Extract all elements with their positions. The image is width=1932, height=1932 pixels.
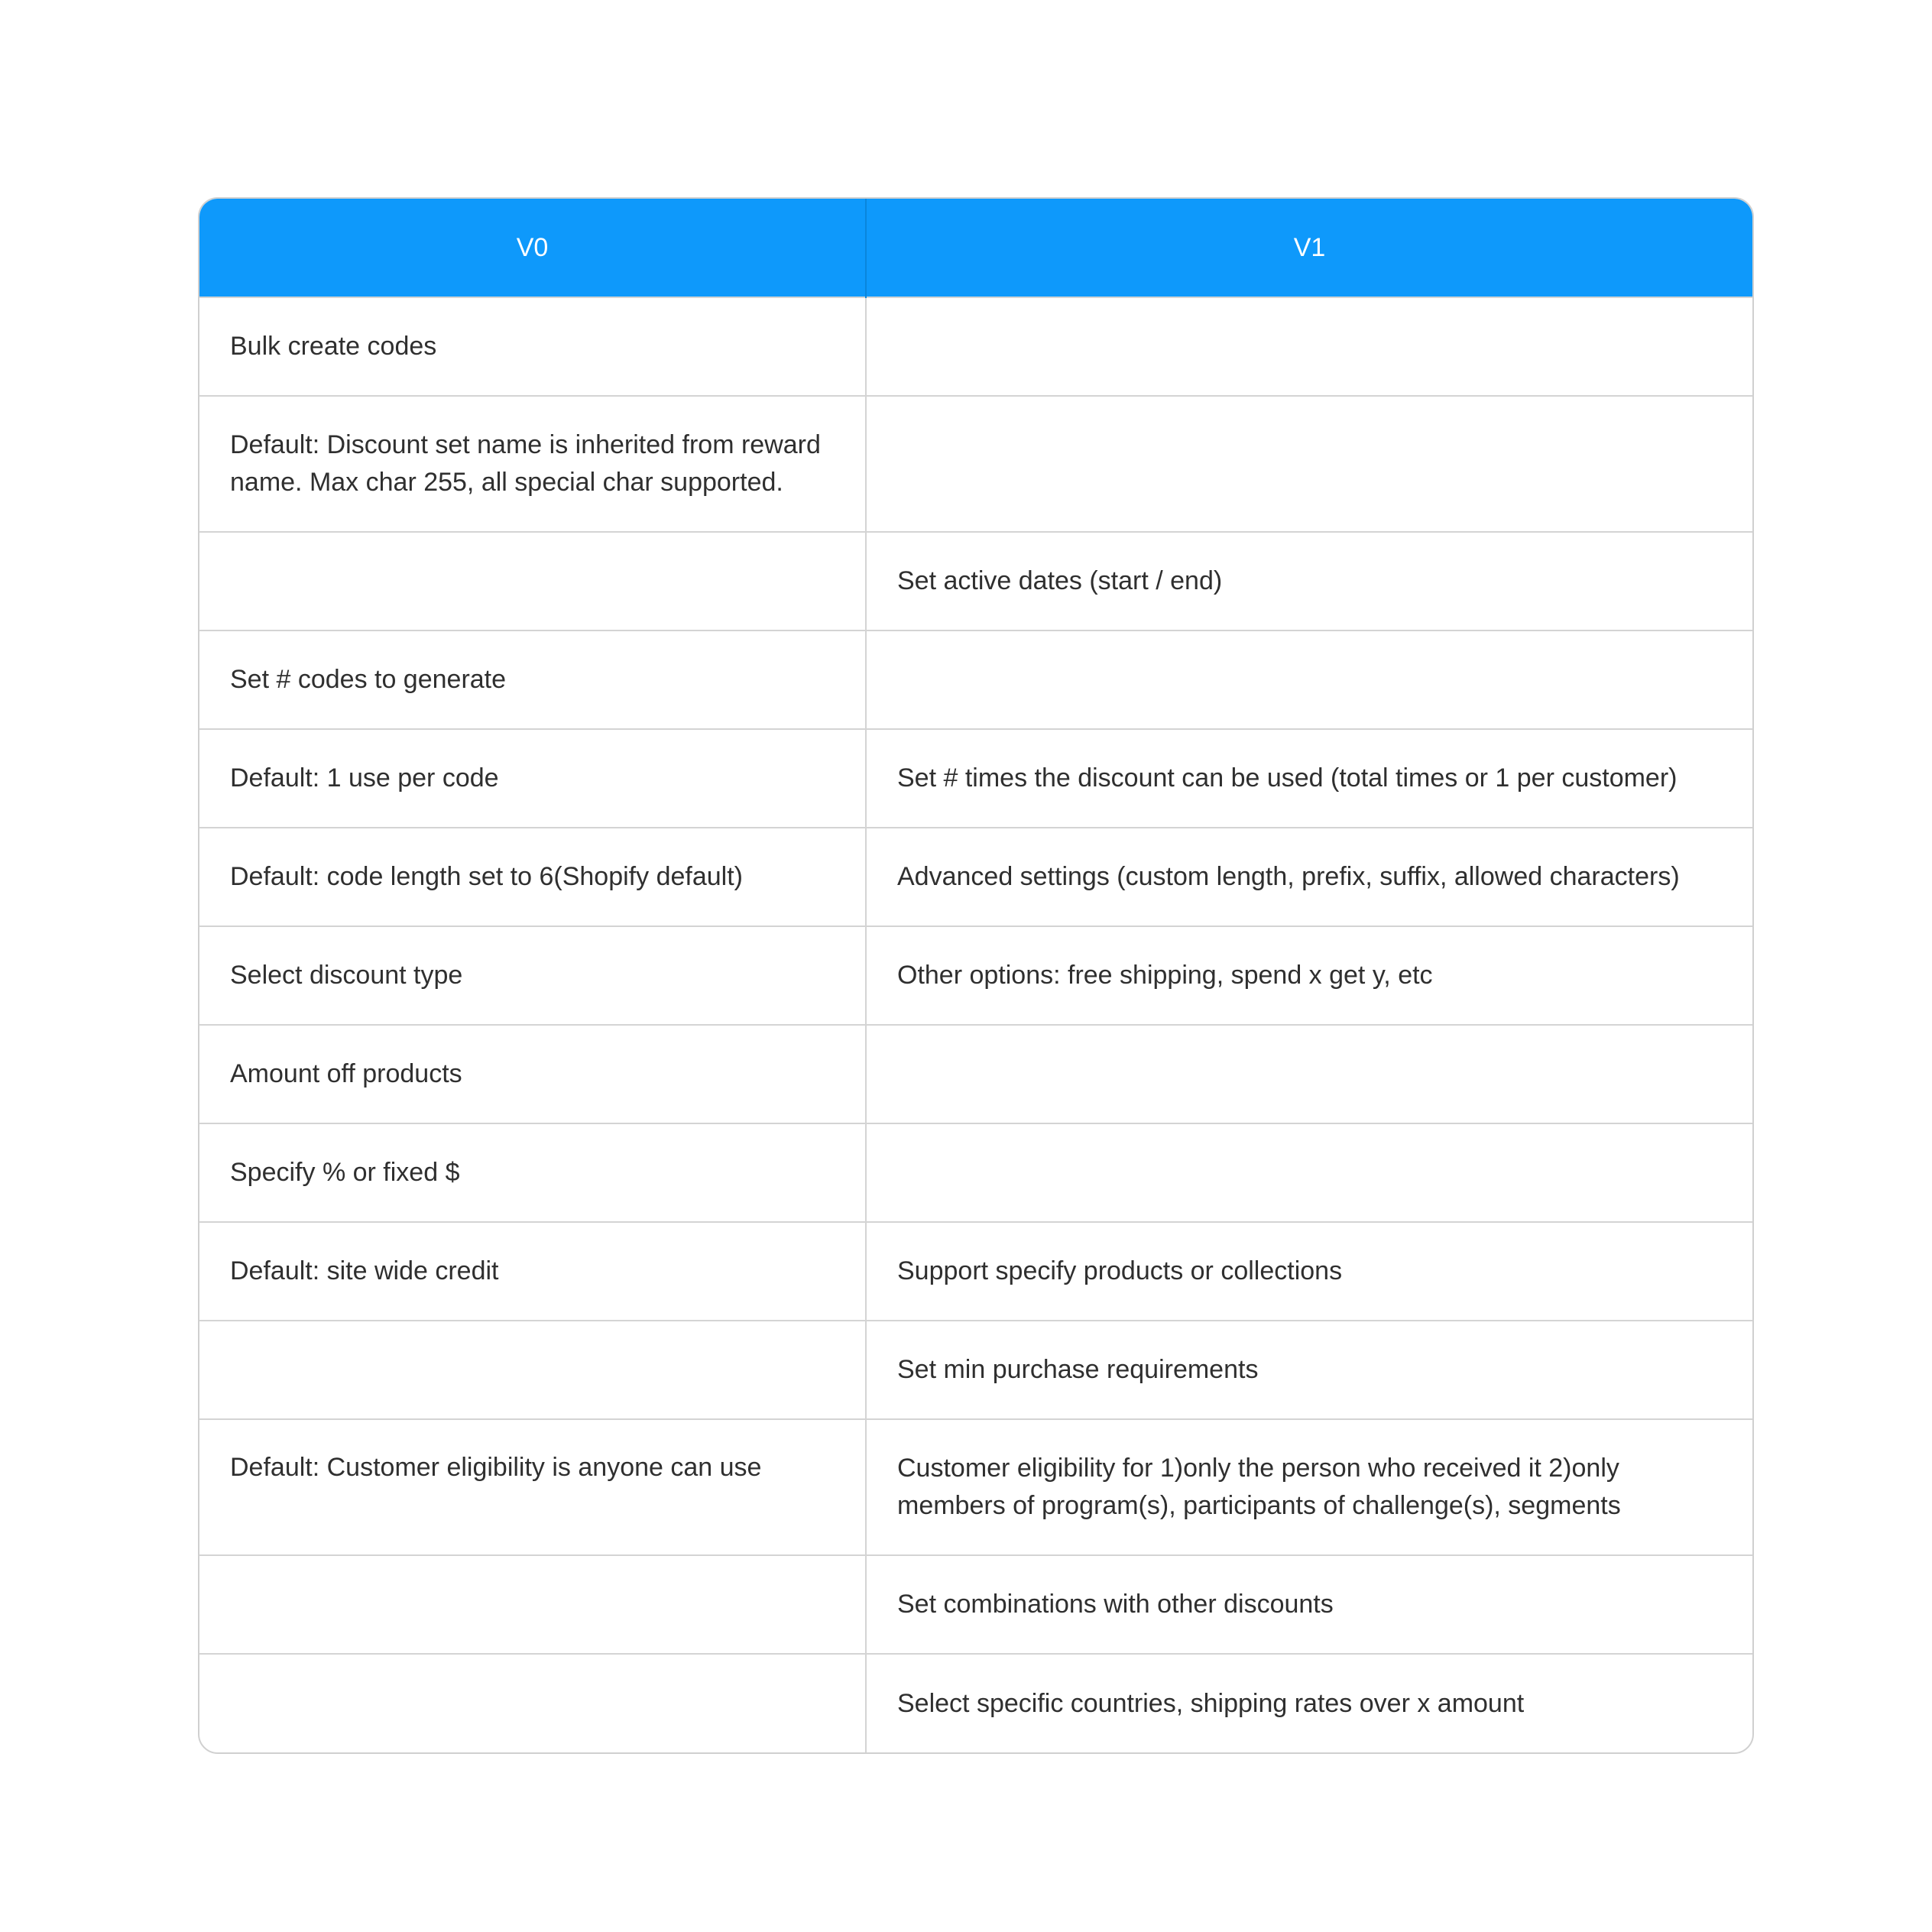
table-row	[199, 828, 1752, 926]
table-row	[199, 630, 1752, 729]
table-row	[199, 396, 1752, 532]
cell-v1: Customer eligibility for 1)only the person who received it 2)only members of program(s), participants of challenge(s), segments	[866, 1419, 1752, 1555]
table-header	[199, 199, 1752, 297]
table-row	[199, 729, 1752, 828]
comparison-table	[199, 199, 1752, 1752]
cell-v1: Set combinations with other discounts	[866, 1555, 1752, 1654]
cell-v0: Default: Customer eligibility is anyone can use	[199, 1419, 866, 1555]
cell-v0: Default: 1 use per code	[199, 729, 866, 828]
cell-v0: Set # codes to generate	[199, 630, 866, 729]
cell-v1: Set min purchase requirements	[866, 1321, 1752, 1419]
cell-v1	[866, 1025, 1752, 1123]
cell-v0: Default: site wide credit	[199, 1222, 866, 1321]
table-row	[199, 1025, 1752, 1123]
table-row	[199, 1419, 1752, 1555]
table-row	[199, 532, 1752, 630]
cell-v1: Advanced settings (custom length, prefix, suffix, allowed characters)	[866, 828, 1752, 926]
cell-v1	[866, 630, 1752, 729]
table-body	[199, 297, 1752, 1752]
cell-v1	[866, 1123, 1752, 1222]
cell-v0: Amount off products	[199, 1025, 866, 1123]
table-row	[199, 297, 1752, 396]
cell-v0	[199, 1555, 866, 1654]
cell-v0: Default: code length set to 6(Shopify default)	[199, 828, 866, 926]
table-row	[199, 1321, 1752, 1419]
table-row	[199, 1123, 1752, 1222]
cell-v0: Bulk create codes	[199, 297, 866, 396]
cell-v0	[199, 532, 866, 630]
cell-v1: Set # times the discount can be used (total times or 1 per customer)	[866, 729, 1752, 828]
cell-v1: Select specific countries, shipping rates over x amount	[866, 1654, 1752, 1752]
comparison-table-container	[198, 197, 1754, 1754]
table-row	[199, 926, 1752, 1025]
cell-v1: Support specify products or collections	[866, 1222, 1752, 1321]
cell-v1: Other options: free shipping, spend x get y, etc	[866, 926, 1752, 1025]
table-row	[199, 1222, 1752, 1321]
cell-v0	[199, 1321, 866, 1419]
cell-v0	[199, 1654, 866, 1752]
table-row	[199, 1654, 1752, 1752]
cell-v0: Select discount type	[199, 926, 866, 1025]
header-row	[199, 199, 1752, 297]
column-header-v1: V1	[866, 199, 1752, 297]
cell-v0: Default: Discount set name is inherited from reward name. Max char 255, all special char supported.	[199, 396, 866, 532]
cell-v1	[866, 297, 1752, 396]
cell-v1: Set active dates (start / end)	[866, 532, 1752, 630]
cell-v0: Specify % or fixed $	[199, 1123, 866, 1222]
table-row	[199, 1555, 1752, 1654]
cell-v1	[866, 396, 1752, 532]
column-header-v0: V0	[199, 199, 866, 297]
